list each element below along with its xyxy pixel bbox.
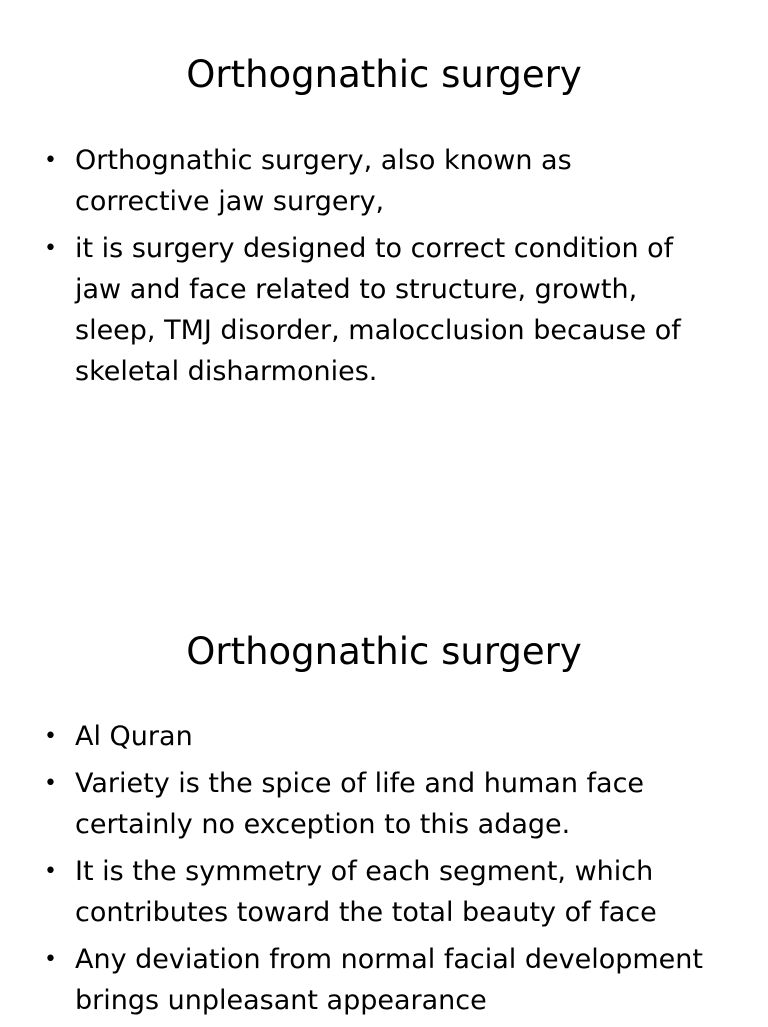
bullet-icon: • xyxy=(44,148,57,173)
bullet-text: Variety is the spice of life and human face certainly no exception to this adage. xyxy=(75,768,645,840)
bullet-icon: • xyxy=(44,859,57,884)
bullet-list xyxy=(0,140,768,398)
bullet-item xyxy=(0,851,768,933)
bullet-item xyxy=(0,939,768,1021)
bullet-item xyxy=(0,228,768,392)
slide-2 xyxy=(0,576,768,1024)
slide-1 xyxy=(0,0,768,512)
bullet-text: It is the symmetry of each segment, which contributes toward the total beauty of face xyxy=(75,856,657,928)
bullet-icon: • xyxy=(44,771,57,796)
bullet-text: it is surgery designed to correct condition of jaw and face related to structure, growth, sleep, TMJ disorder, malocclusion because of skeletal disharmonies. xyxy=(75,233,681,387)
bullet-text: Orthognathic surgery, also known as corrective jaw surgery, xyxy=(75,145,572,217)
bullet-item xyxy=(0,716,768,757)
bullet-icon: • xyxy=(44,236,57,261)
bullet-item xyxy=(0,763,768,845)
slide-title: Orthognathic surgery xyxy=(186,53,582,96)
bullet-list xyxy=(0,716,768,1027)
bullet-icon: • xyxy=(44,947,57,972)
bullet-text: Al Quran xyxy=(75,721,193,752)
bullet-text: Any deviation from normal facial development brings unpleasant appearance xyxy=(75,944,703,1016)
slide-title: Orthognathic surgery xyxy=(186,630,582,673)
bullet-icon: • xyxy=(44,724,57,749)
bullet-item xyxy=(0,140,768,222)
